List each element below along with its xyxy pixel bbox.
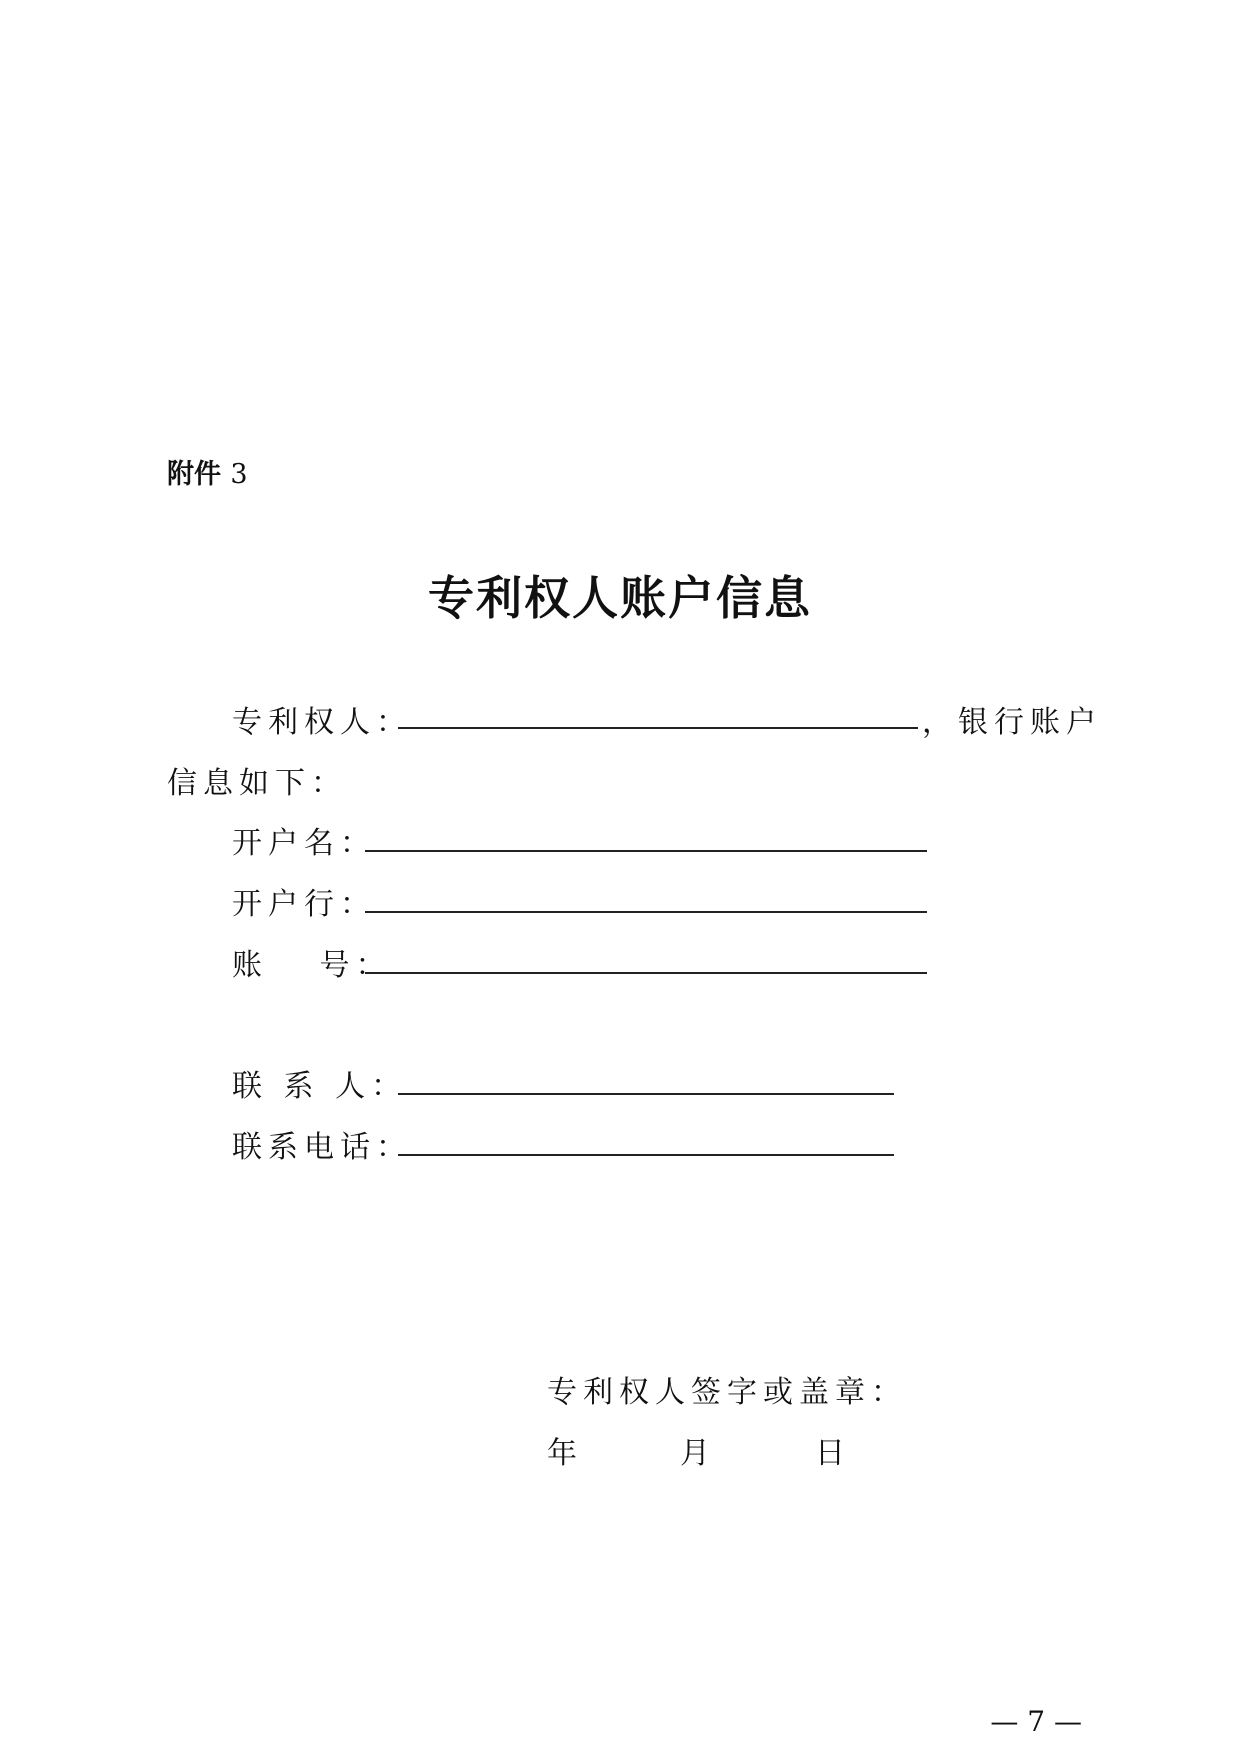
signature-label: 专利权人签字或盖章： <box>547 1375 907 1410</box>
date-month: 月 <box>680 1436 716 1471</box>
bank-label: 开户行： <box>232 887 376 922</box>
intro-continuation: 信息如下： <box>167 766 347 801</box>
contact-label: 联 系 人： <box>232 1069 408 1104</box>
patentee-input-line[interactable] <box>398 727 918 729</box>
account-name-input-line[interactable] <box>365 850 927 852</box>
intro-suffix: ，银行账户 <box>922 705 1102 740</box>
bank-input-line[interactable] <box>365 911 927 913</box>
attachment-label <box>167 452 248 491</box>
phone-label: 联系电话： <box>232 1130 412 1165</box>
phone-input-line[interactable] <box>398 1154 894 1156</box>
attachment-number: 3 <box>230 459 248 490</box>
attachment-text: 附件 <box>167 459 221 490</box>
account-number-input-line[interactable] <box>365 972 927 974</box>
account-name-label: 开户名： <box>232 826 376 861</box>
document-title: 专利权人账户信息 <box>428 571 812 625</box>
account-number-label: 账 号： <box>232 948 392 983</box>
date-year: 年 <box>547 1436 583 1471</box>
patentee-label: 专利权人： <box>232 705 412 740</box>
contact-input-line[interactable] <box>398 1093 894 1095</box>
date-day: 日 <box>815 1436 851 1471</box>
page-number: — 7 — <box>990 1705 1082 1738</box>
